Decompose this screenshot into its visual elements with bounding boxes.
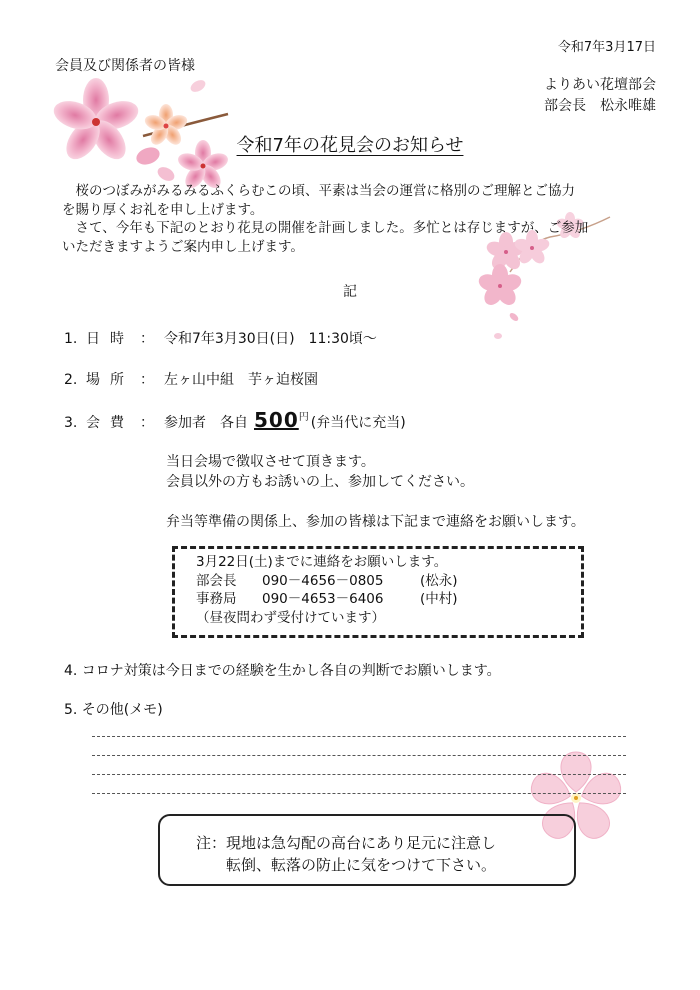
lunch-note: 弁当等準備の関係上、参加の皆様は下記まで連絡をお願いします。	[166, 514, 585, 530]
item-key: 場所	[86, 372, 134, 388]
org-chair: 部会長 松永唯雄	[544, 98, 656, 114]
item-number: 3.	[64, 415, 78, 431]
memo-line	[92, 793, 626, 794]
memo-line	[92, 755, 626, 756]
contact-phone: 090－4653－6406	[262, 591, 384, 607]
page-title-text: 令和7年の花見会のお知らせ	[236, 135, 464, 156]
intro-line: いただきますようご案内申し上げます。	[62, 238, 304, 255]
ki-heading: 記	[343, 284, 357, 300]
contact-name: (中村)	[420, 591, 458, 607]
item-value: 令和7年3月30日(日) 11:30頃～	[164, 331, 377, 347]
intro-line: さて、今年も下記のとおり花見の開催を計画しました。多忙とは存じますが、ご参加	[62, 220, 589, 236]
contact-deadline: 3月22日(土)までに連絡をお願いします。	[196, 554, 448, 570]
recipient: 会員及び関係者の皆様	[55, 58, 195, 74]
fee-prefix: 参加者 各自	[164, 415, 248, 431]
sender-block	[544, 75, 656, 117]
item-date	[64, 328, 377, 348]
item-covid: 4. コロナ対策は今日までの経験を生かし各自の判断でお願いします。	[64, 663, 501, 679]
item-key: 日時	[86, 331, 134, 347]
fee-amount: 500	[254, 408, 299, 432]
org-name: よりあい花壇部会	[544, 77, 656, 93]
contact-role: 部会長	[196, 572, 237, 589]
contact-phone: 090－4656－0805	[262, 572, 384, 589]
item-colon: ：	[140, 331, 154, 347]
item-key: 会費	[86, 415, 134, 431]
caution-text	[196, 832, 496, 876]
caution-line: 注：現地は急勾配の高台にあり足元に注意し	[196, 834, 497, 852]
item-number: 1.	[64, 331, 78, 347]
memo-line	[92, 736, 626, 737]
item-number: 2.	[64, 372, 78, 388]
memo-line	[92, 774, 626, 775]
fee-note: 会員以外の方もお誘いの上、参加してください。	[166, 474, 474, 490]
intro-line: 桜のつぼみがみるみるふくらむこの頃、平素は当会の運営に格別のご理解とご協力	[62, 183, 575, 199]
page-title	[0, 131, 700, 157]
caution-line: 転倒、転落の防止に気をつけて下さい。	[226, 856, 497, 874]
intro-paragraph	[62, 182, 622, 256]
item-other: 5. その他(メモ)	[64, 702, 163, 718]
contact-row	[196, 572, 458, 591]
item-value: 左ヶ山中組 芋ヶ迫桜園	[164, 372, 318, 388]
contact-role: 事務局	[196, 591, 237, 607]
item-fee	[64, 408, 406, 432]
intro-line: を賜り厚くお礼を申し上げます。	[62, 201, 264, 218]
contact-row	[196, 590, 458, 609]
item-place	[64, 369, 318, 389]
contact-details	[196, 553, 458, 627]
contact-note: （昼夜問わず受付けています）	[196, 609, 385, 626]
document-date: 令和7年3月17日	[557, 40, 656, 55]
fee-suffix: (弁当代に充当)	[310, 415, 406, 431]
fee-yen: 円	[298, 412, 309, 423]
item-colon: ：	[140, 415, 154, 431]
fee-note: 当日会場で徴収させて頂きます。	[166, 454, 375, 470]
item-colon: ：	[140, 372, 154, 388]
contact-name: (松永)	[420, 572, 458, 589]
